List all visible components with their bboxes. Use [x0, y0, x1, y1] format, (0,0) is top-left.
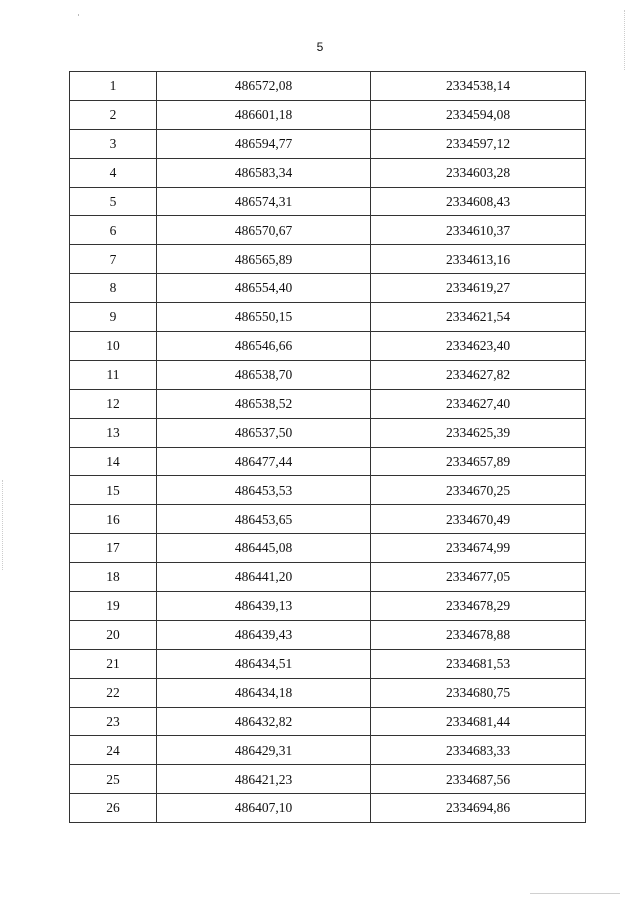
- y-coordinate-cell: 2334670,49: [371, 505, 586, 534]
- y-coordinate-cell: 2334623,40: [371, 332, 586, 361]
- table-row: [70, 100, 586, 129]
- table-row: [70, 216, 586, 245]
- y-coordinate-cell: 2334657,89: [371, 447, 586, 476]
- y-coordinate-cell: 2334687,56: [371, 765, 586, 794]
- point-number-cell: 11: [70, 360, 157, 389]
- table-row: [70, 794, 586, 823]
- x-coordinate-cell: 486445,08: [157, 534, 371, 563]
- table-row: [70, 332, 586, 361]
- point-number-cell: 2: [70, 100, 157, 129]
- scan-edge-mark: [624, 10, 625, 70]
- table-row: [70, 592, 586, 621]
- table-row: [70, 245, 586, 274]
- x-coordinate-cell: 486594,77: [157, 129, 371, 158]
- point-number-cell: 7: [70, 245, 157, 274]
- y-coordinate-cell: 2334608,43: [371, 187, 586, 216]
- point-number-cell: 20: [70, 620, 157, 649]
- point-number-cell: 19: [70, 592, 157, 621]
- x-coordinate-cell: 486572,08: [157, 72, 371, 101]
- table-row: [70, 534, 586, 563]
- point-number-cell: 26: [70, 794, 157, 823]
- scan-speck: [78, 14, 79, 16]
- table-row: [70, 649, 586, 678]
- x-coordinate-cell: 486421,23: [157, 765, 371, 794]
- point-number-cell: 15: [70, 476, 157, 505]
- x-coordinate-cell: 486432,82: [157, 707, 371, 736]
- scan-speck: [530, 893, 620, 894]
- x-coordinate-cell: 486537,50: [157, 418, 371, 447]
- point-number-cell: 4: [70, 158, 157, 187]
- x-coordinate-cell: 486441,20: [157, 563, 371, 592]
- point-number-cell: 25: [70, 765, 157, 794]
- x-coordinate-cell: 486546,66: [157, 332, 371, 361]
- y-coordinate-cell: 2334674,99: [371, 534, 586, 563]
- y-coordinate-cell: 2334610,37: [371, 216, 586, 245]
- y-coordinate-cell: 2334613,16: [371, 245, 586, 274]
- table-row: [70, 765, 586, 794]
- point-number-cell: 21: [70, 649, 157, 678]
- coordinates-table-body: [70, 72, 586, 823]
- y-coordinate-cell: 2334681,44: [371, 707, 586, 736]
- table-row: [70, 360, 586, 389]
- x-coordinate-cell: 486453,53: [157, 476, 371, 505]
- table-row: [70, 476, 586, 505]
- y-coordinate-cell: 2334619,27: [371, 274, 586, 303]
- point-number-cell: 18: [70, 563, 157, 592]
- point-number-cell: 8: [70, 274, 157, 303]
- table-row: [70, 620, 586, 649]
- x-coordinate-cell: 486565,89: [157, 245, 371, 274]
- table-row: [70, 389, 586, 418]
- y-coordinate-cell: 2334594,08: [371, 100, 586, 129]
- y-coordinate-cell: 2334621,54: [371, 303, 586, 332]
- point-number-cell: 12: [70, 389, 157, 418]
- table-row: [70, 736, 586, 765]
- x-coordinate-cell: 486439,43: [157, 620, 371, 649]
- point-number-cell: 16: [70, 505, 157, 534]
- point-number-cell: 13: [70, 418, 157, 447]
- scan-edge-mark: [2, 480, 3, 570]
- x-coordinate-cell: 486583,34: [157, 158, 371, 187]
- point-number-cell: 22: [70, 678, 157, 707]
- x-coordinate-cell: 486477,44: [157, 447, 371, 476]
- y-coordinate-cell: 2334627,40: [371, 389, 586, 418]
- table-row: [70, 678, 586, 707]
- table-row: [70, 447, 586, 476]
- y-coordinate-cell: 2334678,88: [371, 620, 586, 649]
- x-coordinate-cell: 486554,40: [157, 274, 371, 303]
- table-row: [70, 187, 586, 216]
- point-number-cell: 3: [70, 129, 157, 158]
- y-coordinate-cell: 2334677,05: [371, 563, 586, 592]
- y-coordinate-cell: 2334538,14: [371, 72, 586, 101]
- x-coordinate-cell: 486570,67: [157, 216, 371, 245]
- x-coordinate-cell: 486550,15: [157, 303, 371, 332]
- table-row: [70, 505, 586, 534]
- x-coordinate-cell: 486453,65: [157, 505, 371, 534]
- y-coordinate-cell: 2334625,39: [371, 418, 586, 447]
- y-coordinate-cell: 2334694,86: [371, 794, 586, 823]
- x-coordinate-cell: 486538,52: [157, 389, 371, 418]
- x-coordinate-cell: 486439,13: [157, 592, 371, 621]
- point-number-cell: 24: [70, 736, 157, 765]
- y-coordinate-cell: 2334683,33: [371, 736, 586, 765]
- y-coordinate-cell: 2334627,82: [371, 360, 586, 389]
- table-row: [70, 707, 586, 736]
- x-coordinate-cell: 486538,70: [157, 360, 371, 389]
- point-number-cell: 6: [70, 216, 157, 245]
- table-row: [70, 274, 586, 303]
- table-row: [70, 303, 586, 332]
- table-row: [70, 129, 586, 158]
- x-coordinate-cell: 486407,10: [157, 794, 371, 823]
- x-coordinate-cell: 486434,18: [157, 678, 371, 707]
- point-number-cell: 14: [70, 447, 157, 476]
- x-coordinate-cell: 486429,31: [157, 736, 371, 765]
- x-coordinate-cell: 486601,18: [157, 100, 371, 129]
- y-coordinate-cell: 2334597,12: [371, 129, 586, 158]
- point-number-cell: 10: [70, 332, 157, 361]
- table-row: [70, 563, 586, 592]
- point-number-cell: 9: [70, 303, 157, 332]
- y-coordinate-cell: 2334603,28: [371, 158, 586, 187]
- table-row: [70, 418, 586, 447]
- table-row: [70, 72, 586, 101]
- coordinates-table: [69, 71, 586, 823]
- y-coordinate-cell: 2334678,29: [371, 592, 586, 621]
- table-row: [70, 158, 586, 187]
- y-coordinate-cell: 2334680,75: [371, 678, 586, 707]
- y-coordinate-cell: 2334681,53: [371, 649, 586, 678]
- point-number-cell: 17: [70, 534, 157, 563]
- x-coordinate-cell: 486434,51: [157, 649, 371, 678]
- point-number-cell: 23: [70, 707, 157, 736]
- point-number-cell: 1: [70, 72, 157, 101]
- y-coordinate-cell: 2334670,25: [371, 476, 586, 505]
- point-number-cell: 5: [70, 187, 157, 216]
- page-number: 5: [316, 40, 324, 54]
- x-coordinate-cell: 486574,31: [157, 187, 371, 216]
